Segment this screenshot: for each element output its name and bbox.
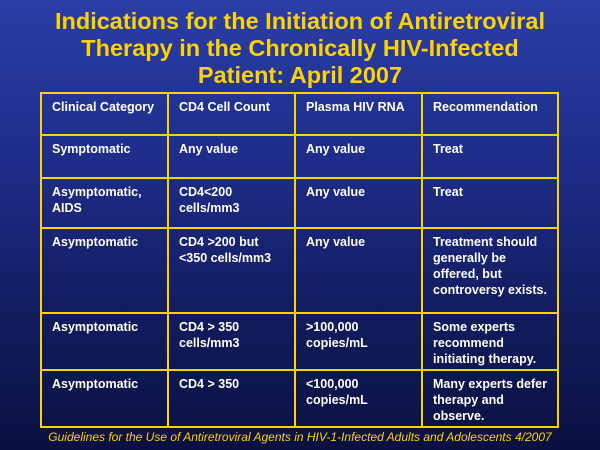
cell-plasma-hiv-rna: <100,000 copies/mL — [295, 370, 422, 427]
cell-clinical-category: Asymptomatic — [41, 313, 168, 370]
table-row — [41, 228, 558, 313]
header-clinical-category: Clinical Category — [41, 93, 168, 135]
table-row — [41, 135, 558, 178]
cell-cd4-cell-count: CD4 > 350 — [168, 370, 295, 427]
cell-clinical-category: Asymptomatic, AIDS — [41, 178, 168, 228]
cell-clinical-category: Symptomatic — [41, 135, 168, 178]
slide-title-line-1: Indications for the Initiation of Antiretroviral — [54, 8, 546, 34]
cell-plasma-hiv-rna: Any value — [295, 178, 422, 228]
slide-title-line-3: Patient: April 2007 — [197, 62, 403, 88]
cell-clinical-category: Asymptomatic — [41, 228, 168, 313]
recommendations-table — [40, 92, 559, 428]
cell-plasma-hiv-rna: Any value — [295, 135, 422, 178]
cell-plasma-hiv-rna: >100,000 copies/mL — [295, 313, 422, 370]
cell-cd4-cell-count: CD4<200 cells/mm3 — [168, 178, 295, 228]
header-plasma-hiv-rna: Plasma HIV RNA — [295, 93, 422, 135]
cell-recommendation: Treat — [422, 135, 558, 178]
cell-recommendation: Some experts recommend initiating therapy. — [422, 313, 558, 370]
cell-recommendation: Many experts defer therapy and observe. — [422, 370, 558, 427]
table-row — [41, 178, 558, 228]
slide-title — [0, 8, 600, 89]
slide-title-line-2: Therapy in the Chronically HIV-Infected — [81, 35, 519, 61]
cell-recommendation: Treat — [422, 178, 558, 228]
source-citation: Guidelines for the Use of Antiretroviral Agents in HIV-1-Infected Adults and Adolescents 4/2007 — [48, 430, 552, 444]
cell-cd4-cell-count: CD4 >200 but <350 cells/mm3 — [168, 228, 295, 313]
table-row — [41, 370, 558, 427]
table-header-row — [41, 93, 558, 135]
cell-recommendation: Treatment should generally be offered, but controversy exists. — [422, 228, 558, 313]
table-row — [41, 313, 558, 370]
cell-clinical-category: Asymptomatic — [41, 370, 168, 427]
cell-cd4-cell-count: Any value — [168, 135, 295, 178]
header-recommendation: Recommendation — [422, 93, 558, 135]
cell-plasma-hiv-rna: Any value — [295, 228, 422, 313]
cell-cd4-cell-count: CD4 > 350 cells/mm3 — [168, 313, 295, 370]
header-cd4-cell-count: CD4 Cell Count — [168, 93, 295, 135]
